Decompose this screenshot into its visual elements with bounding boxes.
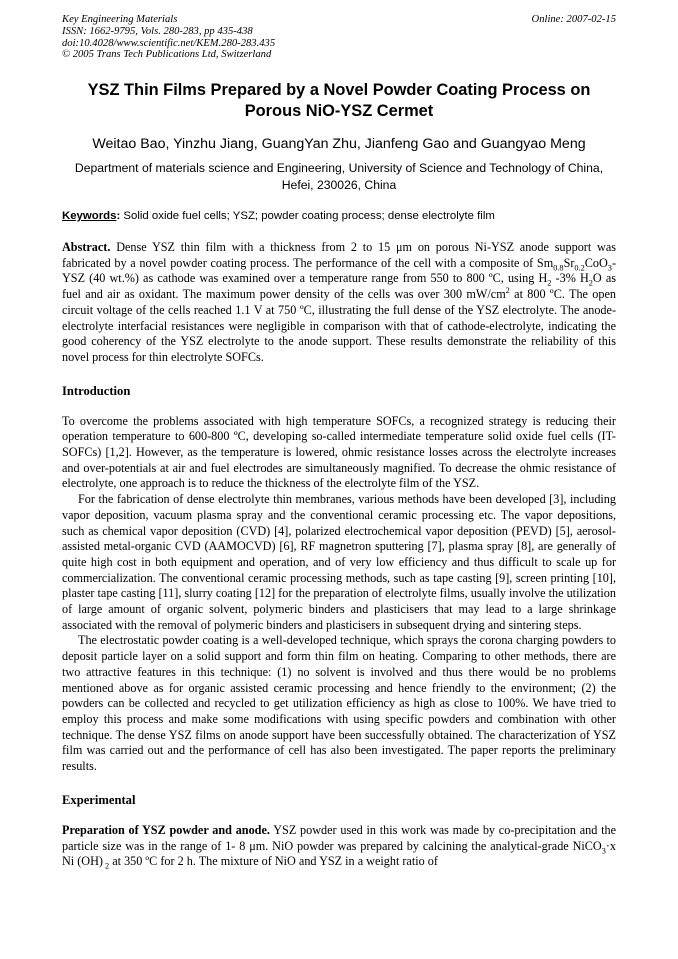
doi-line: doi:10.4028/www.scientific.net/KEM.280-283.435 [62, 37, 276, 49]
copyright-line: © 2005 Trans Tech Publications Ltd, Switzerland [62, 49, 272, 61]
spacer [62, 399, 616, 414]
abstract-text: - YSZ (40 wt.%) as cathode was examined over a temperature range from 550 to 800 ºC, using H [62, 255, 616, 286]
abstract-text: -3% H [551, 271, 589, 286]
journal-header [62, 14, 616, 61]
abstract-text: O as fuel and air as oxidant. The maximum power density of the cells was over 300 mW/cm [62, 271, 616, 302]
intro-paragraph-1: To overcome the problems associated with high temperature SOFCs, a recognized strategy is reducing their operation temperature to 600-800 ºC, developing so-called intermediate temperature solid oxide fuel cells (IT-SOFCs) [1,2]. However, as the temperature is lowered, ohmic resistance losses across the electrolyte increases and over-potentials at air and fuel electrodes are simultaneously magnified. To decrease the ohmic resistance of electrolyte, one approach is to reduce the thickness of the electrolyte film of the YSZ. [62, 413, 616, 491]
subscript: 2 [588, 278, 593, 288]
affiliation: Department of materials science and Engineering, University of Science and Technology of China, Hefei, 230026, China [74, 161, 604, 192]
subscript: 3 [601, 845, 606, 855]
subscript: 2 [102, 861, 110, 871]
issn-line: ISSN: 1662-9795, Vols. 280-283, pp 435-438 [62, 25, 253, 37]
keywords-label: Keywords [62, 210, 117, 222]
keywords-text: Solid oxide fuel cells; YSZ; powder coating process; dense electrolyte film [120, 210, 495, 222]
spacer [62, 366, 616, 383]
paper-title: YSZ Thin Films Prepared by a Novel Powder Coating Process on Porous NiO-YSZ Cermet [87, 81, 591, 120]
section-heading-introduction: Introduction [62, 383, 131, 398]
abstract-text: CoO [584, 255, 608, 270]
abstract-text: Sr [563, 255, 575, 270]
intro-paragraph-3: The electrostatic powder coating is a well-developed technique, which sprays the corona charging powders to deposit particle layer on a solid support and form thin film on heating. Comparing to other methods, there are two attractive features in this technique: (1) no solvent is involved and thus there would be no problems mentioned above as for organic assisted ceramic processing and hence friendly to the environment; (2) the powders can be collected and recycled to get utilization efficiency as high as close to 100%. We have tried to employ this process and make some modifications with using specific powders and combination with other technique. The dense YSZ films on anode support have been successfully obtained. The characterization of YSZ film was carried out and the performance of cell has also been investigated. The paper reports the preliminary results. [62, 633, 616, 774]
spacer [62, 775, 616, 792]
abstract-label: Abstract. [62, 240, 111, 254]
experimental-paragraph [62, 823, 616, 870]
subscript: 3 [607, 263, 612, 273]
abstract-text: Dense YSZ thin film with a thickness from 2 to 15 μm on porous Ni-YSZ anode support was fabricated by a novel powder coating process. The performance of the cell with a composite of Sm [62, 240, 616, 270]
online-date: Online: 2007-02-15 [531, 14, 616, 25]
experimental-text: YSZ powder used in this work was made by co-precipitation and the particle size was in the range of 1- 8 μm. NiO powder was prepared by calcining the analytical-grade NiCO [62, 822, 616, 853]
spacer [62, 808, 616, 823]
subscript: 2 [547, 278, 552, 288]
experimental-text: ·x Ni (OH) [62, 838, 616, 869]
abstract-paragraph [62, 240, 616, 366]
section-heading-experimental: Experimental [62, 792, 136, 807]
subscript: 0.2 [574, 263, 585, 273]
author-list: Weitao Bao, Yinzhu Jiang, GuangYan Zhu, Jianfeng Gao and Guangyao Meng [92, 136, 586, 152]
keywords [62, 209, 616, 224]
abstract-text: at 800 ºC. The open circuit voltage of the cells reached 1.1 V at 750 ºC, illustrating the full dense of the YSZ electrolyte. The anode-electrolyte interfacial resistances were negligible in comparison with that of cathode-electrolyte, indicating the good coherency of the YSZ electrolyte to the anode support. These results demonstrate the reliability of this novel process for thin electrolyte SOFCs. [62, 287, 616, 364]
experimental-text: at 350 ºC for 2 h. The mixture of NiO and YSZ in a weight ratio of [109, 854, 438, 869]
subscript: 0.8 [553, 263, 564, 273]
subsection-lead: Preparation of YSZ powder and anode. [62, 822, 270, 837]
paper-body [62, 240, 616, 870]
journal-name: Key Engineering Materials [62, 14, 178, 25]
intro-paragraph-2: For the fabrication of dense electrolyte thin membranes, various methods have been developed [3], including vapor deposition, vacuum plasma spray and the conventional ceramic processing etc. The vapor depositions, such as chemical vapor deposition (CVD) [4], polarized electrochemical vapor deposition (PEVD) [5], aerosol-assisted metal-organic CVD (AAMOCVD) [6], RF magnetron sputtering [7], plasma spray [8], are generally of quite high cost in both equipment and operation, and of very low efficiency and thus difficult to scale up for commercialization. The conventional ceramic processing methods, such as tape casting [9], screen printing [10], plaster tape casting [11], slurry coating [12] for the preparation of electrolyte films, usually involve the utilization of large amount of organic solvent, polymeric binders and plasticisers that may lead to a large shrinkage associated with the removal of polymeric binders and plasticisers in subsequent drying and sintering steps. [62, 492, 616, 632]
superscript: 2 [505, 286, 510, 296]
keywords-colon: : [116, 210, 121, 222]
